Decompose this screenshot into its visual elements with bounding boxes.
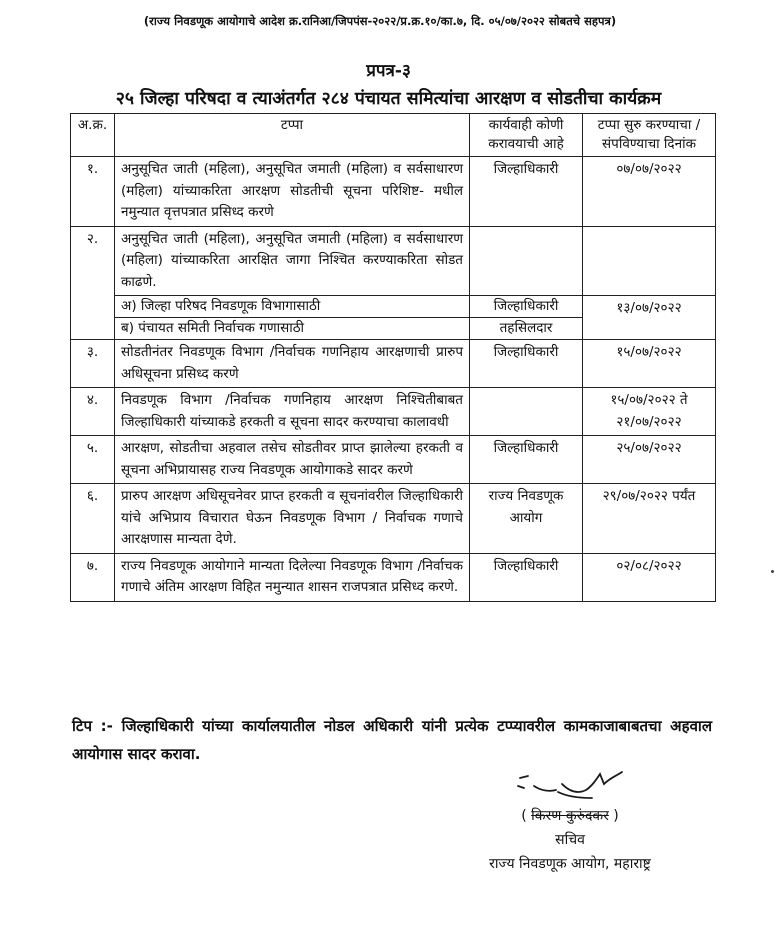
col-serial: अ.क्र.	[71, 114, 115, 157]
row-stage: निवडणूक विभाग /निर्वाचक गणनिहाय आरक्षण निश्चितीबाबत जिल्हाधिकारी यांच्याकडे हरकती व सूचना सादर करण्याचा कालावधी	[115, 388, 470, 436]
row-stage: प्रारुप आरक्षण अधिसूचनेवर प्राप्त हरकती व सूचनांवरील जिल्हाधिकारी यांचे अभिप्राय विचारात घेऊन निवडणूक विभाग / निर्वाचक गणाचे आरक्षणास मान्यता देणे.	[115, 484, 470, 554]
row-by-a: जिल्हाधिकारी	[470, 296, 583, 318]
table-row	[71, 340, 716, 388]
row-date: ०२/०८/२०२२	[583, 553, 716, 601]
row-by	[470, 388, 583, 436]
table-row	[71, 553, 716, 601]
row-date: १५/०७/२०२२	[583, 340, 716, 388]
page-title: २५ जिल्हा परिषदा व त्याअंतर्गत २८४ पंचायत समित्यांचा आरक्षण व सोडतीचा कार्यक्रम	[115, 89, 662, 109]
table-row	[71, 388, 716, 436]
footnote: टिप :- जिल्हाधिकारी यांच्या कार्यालयातील नोडल अधिकारी यांनी प्रत्येक टप्प्यावरील कामकाजाबाबतचा अहवाल आयोगास सादर करावा.	[72, 717, 712, 763]
reference-line: (राज्य निवडणूक आयोगाचे आदेश क्र.रानिआ/जिपपंस-२०२२/प्र.क्र.१०/का.७, दि. ०५/०७/२०२२ सोबतचे सहपत्र)	[143, 14, 617, 28]
row-date: १५/०७/२०२२ ते २१/०७/२०२२	[583, 388, 716, 436]
table-row	[71, 226, 716, 296]
schedule-table	[70, 113, 716, 602]
row-substage-b: ब) पंचायत समिती निर्वाचक गणासाठी	[115, 318, 470, 340]
row-date: २५/०७/२०२२	[583, 436, 716, 484]
table-row	[71, 484, 716, 554]
row-serial: १.	[71, 157, 115, 227]
row-serial: २.	[71, 226, 115, 340]
annexure-label: प्रपत्र-३	[366, 61, 411, 81]
row-stage: अनुसूचित जाती (महिला), अनुसूचित जमाती (महिला) व सर्वसाधारण (महिला) यांच्याकरिता आरक्षण सोडतीची सूचना परिशिष्ट- मधील नमुन्यात वृत्तपत्रात प्रसिध्द करणे	[115, 157, 470, 227]
col-date: टप्पा सुरु करण्याचा / संपविण्याचा दिनांक	[583, 114, 716, 157]
row-serial: ७.	[71, 553, 115, 601]
row-by: जिल्हाधिकारी	[470, 436, 583, 484]
row-stage: अनुसूचित जाती (महिला), अनुसूचित जमाती (महिला) व सर्वसाधारण (महिला) यांच्याकरिता आरक्षित जागा निश्चित करण्याकरिता सोडत काढणे.	[115, 226, 470, 296]
signatory-name: ( किरण कुरुंदकर )	[521, 808, 619, 824]
row-serial: ६.	[71, 484, 115, 554]
row-serial: ३.	[71, 340, 115, 388]
row-date: ०७/०७/२०२२	[583, 157, 716, 227]
row-date: १३/०७/२०२२	[583, 296, 716, 340]
col-by: कार्यवाही कोणी करावयाची आहे	[470, 114, 583, 157]
row-serial: ५.	[71, 436, 115, 484]
row-by: जिल्हाधिकारी	[470, 553, 583, 601]
signatory-designation: सचिव	[555, 832, 585, 848]
row-by-b: तहसिलदार	[470, 318, 583, 340]
scan-speck	[771, 570, 774, 573]
row-by: राज्य निवडणूक आयोग	[470, 484, 583, 554]
row-stage: सोडतीनंतर निवडणूक विभाग /निर्वाचक गणनिहाय आरक्षणाची प्रारुप अधिसूचना प्रसिध्द करणे	[115, 340, 470, 388]
table-row	[71, 157, 716, 227]
signatory-name-text: किरण कुरुंदकर	[531, 808, 609, 824]
table-row	[71, 436, 716, 484]
col-stage: टप्पा	[115, 114, 470, 157]
row-stage: राज्य निवडणूक आयोगाने मान्यता दिलेल्या निवडणूक विभाग /निर्वाचक गणाचे अंतिम आरक्षण विहित नमुन्यात शासन राजपत्रात प्रसिध्द करणे.	[115, 553, 470, 601]
row-substage-a: अ) जिल्हा परिषद निवडणूक विभागासाठी	[115, 296, 470, 318]
row-serial: ४.	[71, 388, 115, 436]
table-subrow	[71, 296, 716, 318]
table-header-row	[71, 114, 716, 157]
row-by: जिल्हाधिकारी	[470, 340, 583, 388]
row-date	[583, 226, 716, 296]
row-stage: आरक्षण, सोडतीचा अहवाल तसेच सोडतीवर प्राप्त झालेल्या हरकती व सूचना अभिप्रायासह राज्य निवडणूक आयोगाकडे सादर करणे	[115, 436, 470, 484]
row-by	[470, 226, 583, 296]
signatory-office: राज्य निवडणूक आयोग, महाराष्ट्र	[489, 856, 651, 872]
row-date: २९/०७/२०२२ पर्यंत	[583, 484, 716, 554]
row-by: जिल्हाधिकारी	[470, 157, 583, 227]
